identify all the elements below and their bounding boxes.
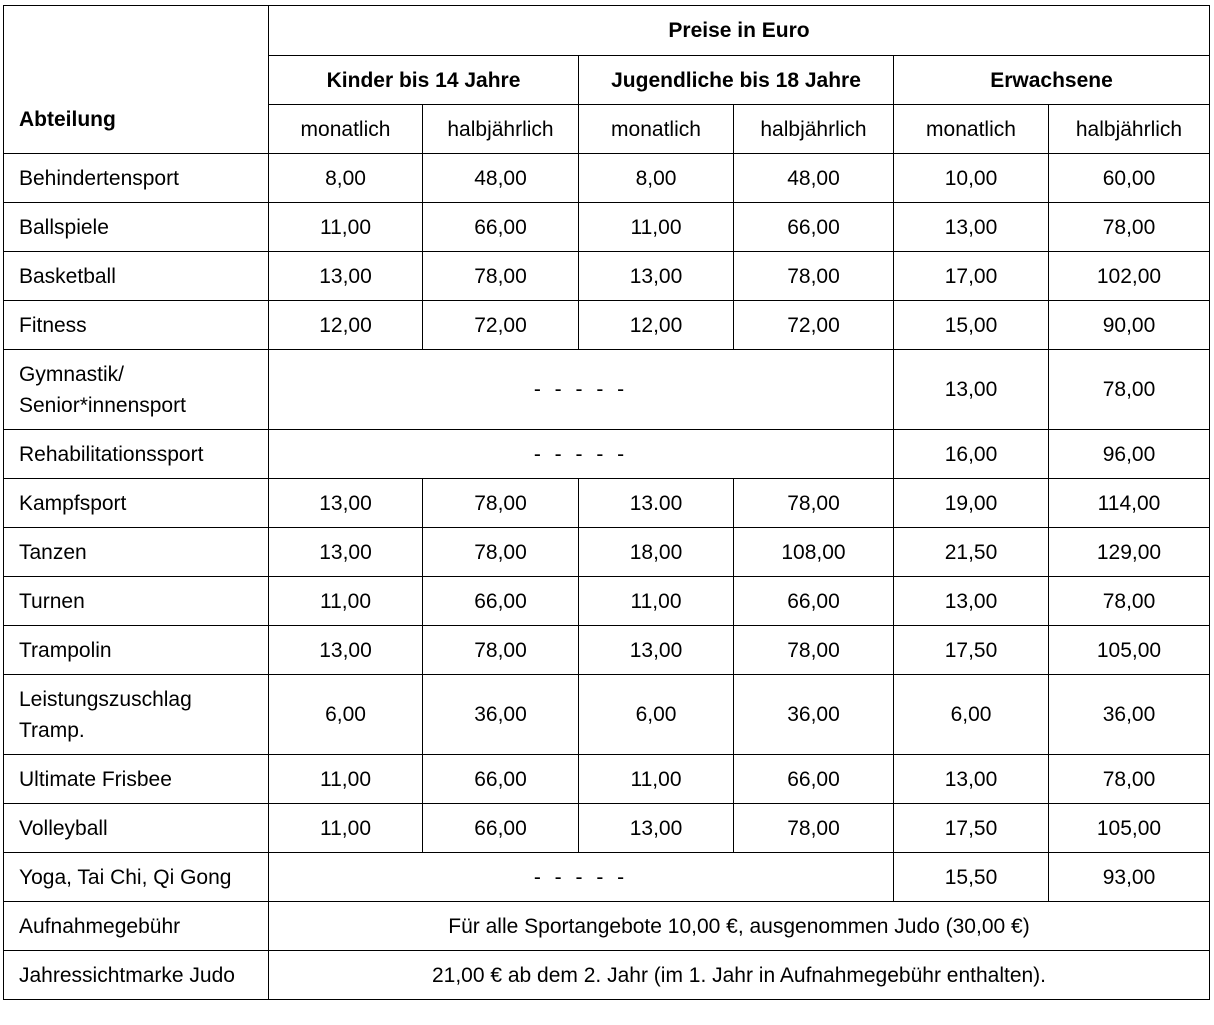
price-cell: 13,00 [269, 626, 423, 675]
price-cell: 78,00 [734, 252, 894, 301]
table-row [4, 301, 1210, 350]
price-cell: 11,00 [269, 755, 423, 804]
table-row [4, 626, 1210, 675]
price-cell: 17,00 [894, 252, 1049, 301]
price-cell: 11,00 [579, 203, 734, 252]
department-name: Fitness [4, 301, 269, 350]
not-offered-dash: - - - - - [269, 853, 894, 902]
price-cell: 78,00 [1049, 577, 1210, 626]
price-cell: 17,50 [894, 626, 1049, 675]
header-row-title [4, 6, 1210, 56]
price-cell: 105,00 [1049, 804, 1210, 853]
period-header: halbjährlich [734, 105, 894, 154]
department-name: Ballspiele [4, 203, 269, 252]
price-table [3, 5, 1210, 1000]
price-cell: 12,00 [269, 301, 423, 350]
price-cell: 66,00 [734, 577, 894, 626]
price-cell: 13,00 [269, 252, 423, 301]
price-cell: 17,50 [894, 804, 1049, 853]
department-name [4, 350, 269, 430]
table-row [4, 479, 1210, 528]
group-youth: Jugendliche bis 18 Jahre [579, 56, 894, 105]
price-cell: 48,00 [734, 154, 894, 203]
not-offered-dash: - - - - - [269, 430, 894, 479]
price-cell: 78,00 [1049, 755, 1210, 804]
price-cell: 16,00 [894, 430, 1049, 479]
price-cell: 93,00 [1049, 853, 1210, 902]
price-cell: 78,00 [423, 479, 579, 528]
department-name: Kampfsport [4, 479, 269, 528]
price-cell: 18,00 [579, 528, 734, 577]
price-cell: 13,00 [269, 528, 423, 577]
price-cell: 11,00 [269, 804, 423, 853]
department-name: Jahressichtmarke Judo [4, 951, 269, 1000]
table-row [4, 350, 1210, 430]
period-header: monatlich [894, 105, 1049, 154]
table-row [4, 203, 1210, 252]
table-row [4, 853, 1210, 902]
price-cell: 13,00 [269, 479, 423, 528]
price-cell: 11,00 [269, 577, 423, 626]
fee-note: 21,00 € ab dem 2. Jahr (im 1. Jahr in Aufnahmegebühr enthalten). [269, 951, 1210, 1000]
table-row [4, 154, 1210, 203]
price-cell: 13,00 [894, 755, 1049, 804]
department-header: Abteilung [4, 6, 269, 154]
price-cell: 78,00 [1049, 203, 1210, 252]
price-cell: 13.00 [579, 479, 734, 528]
department-name-line: Tramp. [19, 718, 85, 742]
price-cell: 66,00 [423, 577, 579, 626]
price-cell: 78,00 [1049, 350, 1210, 430]
table-row [4, 675, 1210, 755]
price-cell: 66,00 [423, 755, 579, 804]
price-cell: 21,50 [894, 528, 1049, 577]
department-name: Ultimate Frisbee [4, 755, 269, 804]
price-cell: 66,00 [423, 203, 579, 252]
price-cell: 78,00 [734, 479, 894, 528]
price-cell: 78,00 [734, 626, 894, 675]
price-cell: 36,00 [1049, 675, 1210, 755]
price-cell: 15,00 [894, 301, 1049, 350]
price-cell: 6,00 [269, 675, 423, 755]
table-row [4, 252, 1210, 301]
price-cell: 8,00 [269, 154, 423, 203]
department-name-line: Senior*innensport [19, 393, 186, 417]
department-name: Basketball [4, 252, 269, 301]
department-name: Tanzen [4, 528, 269, 577]
price-cell: 72,00 [734, 301, 894, 350]
price-cell: 13,00 [894, 203, 1049, 252]
price-cell: 15,50 [894, 853, 1049, 902]
price-cell: 8,00 [579, 154, 734, 203]
table-row [4, 902, 1210, 951]
price-cell: 36,00 [423, 675, 579, 755]
price-cell: 11,00 [579, 755, 734, 804]
department-name [4, 675, 269, 755]
price-cell: 6,00 [579, 675, 734, 755]
price-cell: 78,00 [423, 252, 579, 301]
price-cell: 102,00 [1049, 252, 1210, 301]
price-cell: 6,00 [894, 675, 1049, 755]
price-cell: 114,00 [1049, 479, 1210, 528]
table-row [4, 755, 1210, 804]
price-cell: 72,00 [423, 301, 579, 350]
price-cell: 96,00 [1049, 430, 1210, 479]
department-name-line: Leistungszuschlag [19, 687, 192, 711]
department-name: Trampolin [4, 626, 269, 675]
price-cell: 48,00 [423, 154, 579, 203]
not-offered-dash: - - - - - [269, 350, 894, 430]
price-cell: 78,00 [423, 626, 579, 675]
price-cell: 13,00 [579, 252, 734, 301]
department-name: Turnen [4, 577, 269, 626]
price-cell: 60,00 [1049, 154, 1210, 203]
price-cell: 78,00 [423, 528, 579, 577]
department-name: Volleyball [4, 804, 269, 853]
price-cell: 19,00 [894, 479, 1049, 528]
department-name: Behindertensport [4, 154, 269, 203]
price-cell: 13,00 [894, 577, 1049, 626]
period-header: halbjährlich [1049, 105, 1210, 154]
price-cell: 11,00 [579, 577, 734, 626]
price-cell: 13,00 [894, 350, 1049, 430]
price-cell: 105,00 [1049, 626, 1210, 675]
price-cell: 129,00 [1049, 528, 1210, 577]
period-header: monatlich [269, 105, 423, 154]
price-cell: 90,00 [1049, 301, 1210, 350]
price-cell: 36,00 [734, 675, 894, 755]
price-cell: 12,00 [579, 301, 734, 350]
department-name: Yoga, Tai Chi, Qi Gong [4, 853, 269, 902]
group-adults: Erwachsene [894, 56, 1210, 105]
prices-title: Preise in Euro [269, 6, 1210, 56]
price-cell: 13,00 [579, 804, 734, 853]
period-header: halbjährlich [423, 105, 579, 154]
table-row [4, 528, 1210, 577]
price-cell: 13,00 [579, 626, 734, 675]
table-row [4, 951, 1210, 1000]
department-name-line: Gymnastik/ [19, 362, 125, 386]
price-cell: 66,00 [734, 203, 894, 252]
group-children: Kinder bis 14 Jahre [269, 56, 579, 105]
table-row [4, 430, 1210, 479]
table-row [4, 804, 1210, 853]
price-cell: 108,00 [734, 528, 894, 577]
table-row [4, 577, 1210, 626]
price-cell: 66,00 [734, 755, 894, 804]
department-name: Aufnahmegebühr [4, 902, 269, 951]
price-cell: 11,00 [269, 203, 423, 252]
department-name: Rehabilitationssport [4, 430, 269, 479]
period-header: monatlich [579, 105, 734, 154]
price-cell: 66,00 [423, 804, 579, 853]
price-cell: 10,00 [894, 154, 1049, 203]
fee-note: Für alle Sportangebote 10,00 €, ausgenommen Judo (30,00 €) [269, 902, 1210, 951]
price-cell: 78,00 [734, 804, 894, 853]
